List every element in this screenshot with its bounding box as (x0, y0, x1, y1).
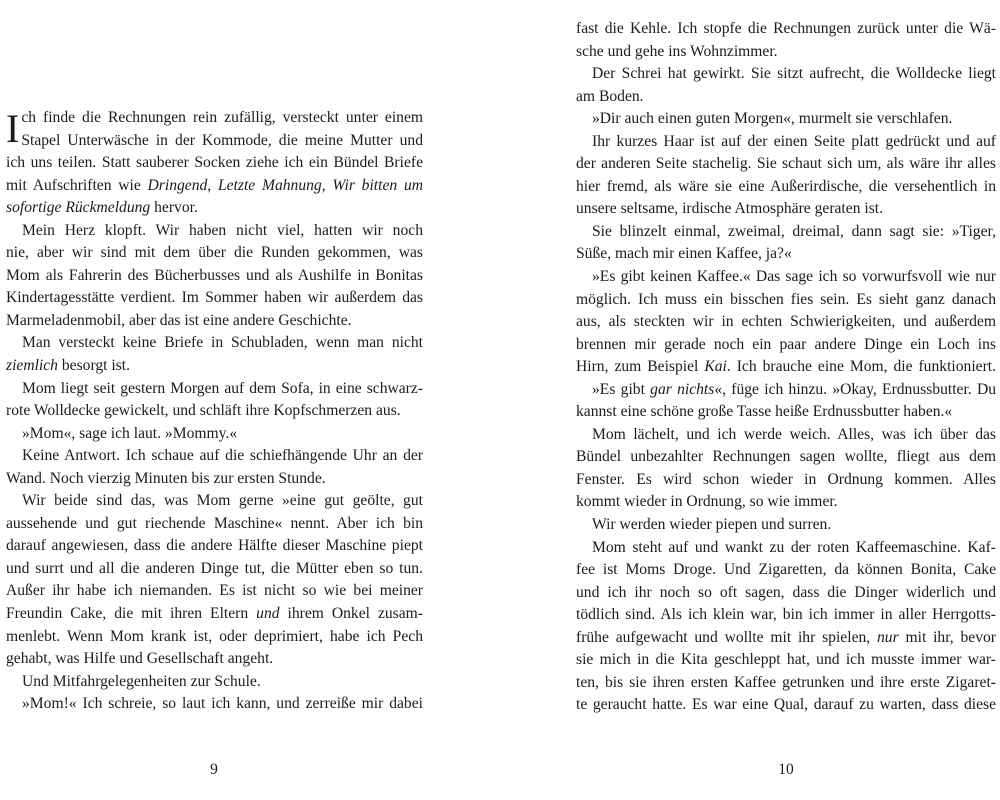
text-run: Freundin Cake, die mit ihren Eltern (6, 605, 257, 623)
text-line (6, 152, 423, 175)
text-run: »Mom«, sage ich laut. »Mommy.« (22, 424, 238, 442)
text-run: Marmeladenmobil, aber das ist eine andere Geschichte. (6, 311, 352, 329)
text-line (6, 693, 423, 716)
text-run: fee ist Moms Droge. Und Zigaretten, da können Bonita, Cake (576, 561, 996, 579)
text-run: te geraucht hatte. Es war eine Qual, darauf zu warten, dass diese (576, 696, 996, 714)
text-line (576, 176, 996, 199)
text-line (576, 424, 996, 447)
text-line (6, 558, 423, 581)
text-run: nie, aber wir sind mit dem über die Runden gekommen, was (6, 244, 423, 262)
text-run: Und Mitfahrgelegenheiten zur Schule. (22, 672, 261, 690)
text-line (6, 242, 423, 265)
text-line (6, 603, 423, 626)
text-run: ihrem Onkel zusam- (279, 605, 423, 623)
text-run: Mein Herz klopft. Wir haben nicht viel, hatten wir noch (22, 221, 423, 239)
text-line (576, 694, 996, 717)
text-run: . Ich brauche eine Mom, die funktioniert. (726, 358, 997, 376)
text-line (576, 582, 996, 605)
text-line (576, 198, 996, 221)
text-run: Mom steht auf und wankt zu der roten Kaffeemaschine. Kaf- (592, 538, 996, 556)
text-line (576, 108, 996, 131)
text-run: Kindertagesstätte verdient. Im Sommer haben wir außerdem das (6, 289, 423, 307)
text-run: darauf angewiesen, dass die andere Hälfte dieser Maschine piept (6, 537, 423, 555)
italic-text: nur (877, 628, 899, 646)
italic-text: Dringend, Letzte Mahnung, Wir bitten um (147, 176, 423, 194)
text-run: Außer ihr habe ich niemanden. Es ist nicht so wie bei meiner (6, 582, 423, 600)
text-run: »Es gibt (592, 380, 651, 398)
text-line (6, 107, 423, 130)
drop-cap: I (6, 106, 20, 151)
text-line (6, 130, 423, 153)
text-line (576, 334, 996, 357)
text-line (576, 131, 996, 154)
text-run: aus, als steckten wir in echten Schwierigkeiten, und außerdem (576, 313, 996, 331)
text-run: Mom lächelt, und ich werde weich. Alles, was ich über das (592, 425, 996, 443)
text-line (6, 468, 423, 491)
text-line (576, 153, 996, 176)
text-line (576, 379, 996, 402)
text-run: aussehende und gut riechende Maschine« nennt. Aber ich bin (6, 514, 423, 532)
text-line (576, 41, 996, 64)
text-run: Bündel unbezahlter Rechnungen sagen wollte, fliegt aus dem (576, 448, 996, 466)
italic-text: gar nichts (650, 380, 715, 398)
text-line (6, 355, 423, 378)
text-line (576, 649, 996, 672)
text-run: Stapel Unterwäsche in der Kommode, die meine Mutter und (21, 131, 423, 149)
italic-text: ziemlich (6, 357, 58, 375)
text-line (576, 289, 996, 312)
text-line (576, 537, 996, 560)
text-run: Fenster. Es wird schon wieder in Ordnung kommen. Alles (576, 470, 996, 488)
text-run: am Boden. (576, 87, 644, 105)
text-run: Ihr kurzes Haar ist auf der einen Seite platt gedrückt und auf (592, 132, 996, 150)
text-run: fast die Kehle. Ich stopfe die Rechnungen zurück unter die Wä- (576, 20, 996, 37)
text-line (6, 648, 423, 671)
text-line (576, 266, 996, 289)
text-line (6, 220, 423, 243)
italic-text: Kai (704, 358, 727, 376)
text-run: ten, bis sie ihren ersten Kaffee getrunken und ihre erste Zigaret- (576, 673, 996, 691)
text-line (6, 400, 423, 423)
text-line (6, 490, 423, 513)
text-run: hervor. (150, 199, 198, 217)
italic-text: sofortige Rückmeldung (6, 199, 151, 217)
page-number-left: 9 (210, 761, 218, 778)
text-run: unsere seltsame, irdische Atmosphäre geraten ist. (576, 200, 884, 218)
text-run: der anderen Seite stachelig. Sie schaut sich um, als wäre ihr alles (576, 155, 996, 173)
text-run: Mom als Fahrerin des Bücherbusses und als Aushilfe in Bonitas (6, 266, 423, 284)
text-run: frühe aufgewacht und wollte mit ihr spielen, (576, 628, 877, 646)
text-line (6, 378, 423, 401)
text-line (576, 18, 996, 41)
text-line (6, 513, 423, 536)
text-run: rote Wolldecke gewickelt, und schläft ihre Kopfschmerzen aus. (6, 402, 401, 420)
text-line (6, 423, 423, 446)
text-run: Wand. Noch vierzig Minuten bis zur ersten Stunde. (6, 469, 326, 487)
text-line (576, 672, 996, 695)
text-run: Hirn, zum Beispiel (576, 358, 705, 376)
text-run: kannst eine schöne große Tasse heiße Erdnussbutter haben.« (576, 403, 953, 421)
text-line (6, 580, 423, 603)
text-line (6, 287, 423, 310)
text-line (576, 63, 996, 86)
text-run: brennen mir gerade noch ein paar andere Dinge ein Loch ins (576, 335, 996, 353)
text-run: und surrt und all die anderen Dinge tut, die Mütter eben so tun. (6, 559, 423, 577)
text-run: kommt wieder in Ordnung, so wie immer. (576, 493, 838, 511)
right-page-text (576, 18, 996, 717)
text-line (576, 469, 996, 492)
italic-text: und (256, 605, 280, 623)
text-run: mit Aufschriften wie (6, 176, 148, 194)
text-run: Wir werden wieder piepen und surren. (592, 516, 832, 534)
text-line (576, 311, 996, 334)
text-run: Wir beide sind das, was Mom gerne »eine gut geölte, gut (22, 492, 423, 510)
text-run: Sie blinzelt einmal, zweimal, dreimal, dann sagt sie: »Tiger, (592, 222, 996, 240)
text-run: möglich. Ich muss ein bisschen fies sein. Es sieht ganz danach (576, 290, 996, 308)
text-line (6, 310, 423, 333)
text-line (6, 175, 423, 198)
text-run: ich uns teilen. Statt sauberer Socken ziehe ich ein Bündel Briefe (6, 154, 423, 172)
text-run: Man versteckt keine Briefe in Schubladen, wenn man nicht (22, 334, 423, 352)
text-line (576, 627, 996, 650)
text-line (576, 401, 996, 424)
text-run: Süße, mach mir einen Kaffee, ja?« (576, 245, 792, 263)
text-line (6, 332, 423, 355)
text-line (576, 243, 996, 266)
text-run: «, füge ich hinzu. »Okay, Erdnussbutter. Du (714, 380, 997, 398)
text-run: sche und gehe ins Wohnzimmer. (576, 42, 778, 60)
text-line (576, 86, 996, 109)
text-run: Der Schrei hat gewirkt. Sie sitzt aufrecht, die Wolldecke liegt (592, 65, 996, 83)
text-run: menlebt. Wenn Mom krank ist, oder deprimiert, habe ich Pech (6, 627, 423, 645)
left-page-text (6, 107, 423, 716)
text-run: und ich ihr noch so oft sagen, dass die Dinger widerlich und (576, 583, 996, 601)
text-run: besorgt ist. (57, 357, 131, 375)
text-line (576, 221, 996, 244)
text-run: gehabt, was Hilfe und Gesellschaft angeht. (6, 650, 274, 668)
text-line (6, 445, 423, 468)
page-number-right: 10 (778, 761, 794, 778)
text-run: »Dir auch einen guten Morgen«, murmelt sie verschlafen. (592, 110, 953, 128)
text-line (6, 197, 423, 220)
text-line (6, 265, 423, 288)
text-run: sie mich in die Kita geschleppt hat, und ich musste immer war- (576, 651, 996, 669)
text-run: Mom liegt seit gestern Morgen auf dem Sofa, in eine schwarz- (22, 379, 423, 397)
text-run: »Mom!« Ich schreie, so laut ich kann, und zerreiße mir dabei (22, 695, 423, 713)
text-line (576, 356, 996, 379)
text-run: Keine Antwort. Ich schaue auf die schiefhängende Uhr an der (22, 447, 423, 465)
text-line (6, 671, 423, 694)
text-line (576, 491, 996, 514)
text-line (576, 559, 996, 582)
text-line (6, 535, 423, 558)
text-run: hier fremd, als wäre sie eine Außerirdische, die versehentlich in (576, 177, 996, 195)
text-run: ch finde die Rechnungen rein zufällig, versteckt unter einem (21, 109, 423, 126)
text-line (576, 514, 996, 537)
text-run: mit ihr, bevor (898, 628, 996, 646)
text-run: »Es gibt keinen Kaffee.« Das sage ich so vorwurfsvoll wie nur (592, 268, 996, 286)
text-run: tödlich sind. Als ich klein war, bin ich immer in aller Herrgotts- (576, 606, 996, 624)
text-line (576, 604, 996, 627)
text-line (576, 446, 996, 469)
text-line (6, 626, 423, 649)
